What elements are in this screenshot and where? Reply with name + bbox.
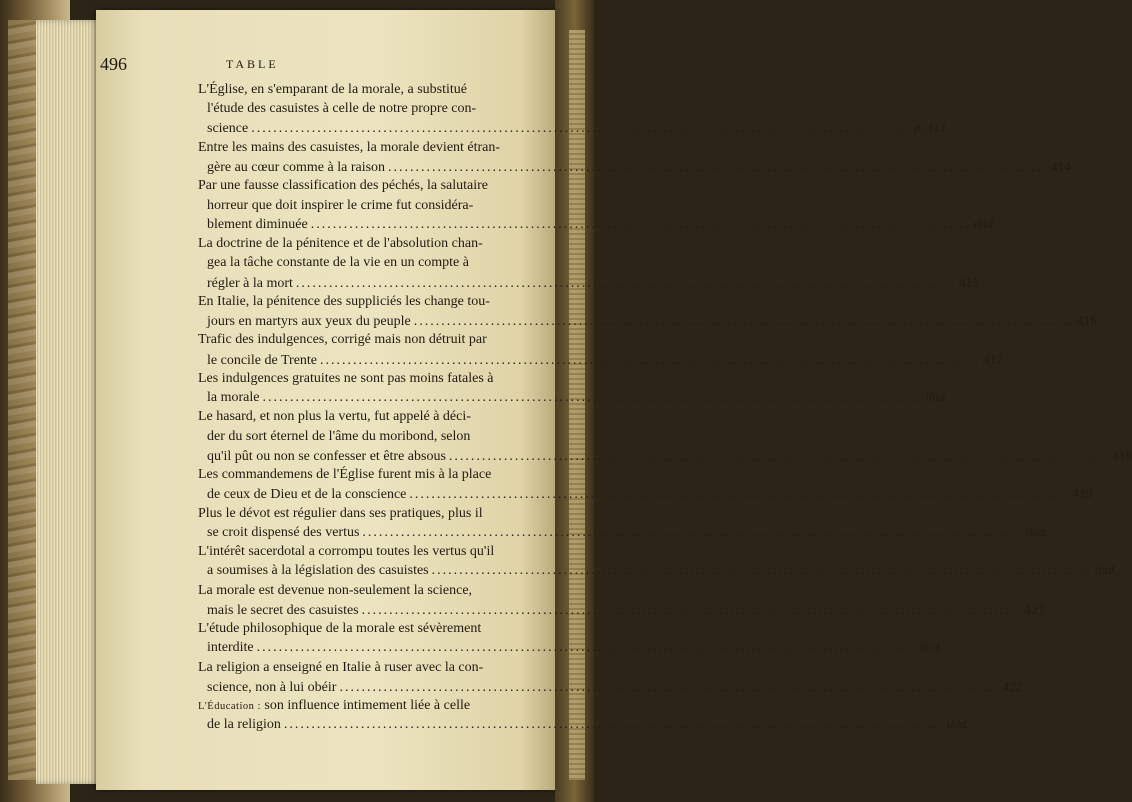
toc-line — [207, 311, 1097, 330]
toc-text: En Italie, la pénitence des suppliciés les change tou- — [198, 293, 490, 309]
toc-text: La religion a enseigné en Italie à ruser avec la con- — [198, 659, 484, 675]
toc-line — [207, 273, 980, 292]
toc-text: gea la tâche constante de la vie en un compte à — [207, 255, 469, 271]
leader-dots: ........................................................................................................................ — [283, 717, 944, 733]
toc-text: blement diminuée — [207, 216, 308, 232]
toc-text: L'intérêt sacerdotal a corrompu toutes les vertus qu'il — [198, 544, 495, 559]
toc-line — [207, 253, 515, 272]
page-reference: 422 — [1002, 678, 1023, 694]
leader-dots: ........................................................................................................................ — [310, 216, 971, 232]
toc-line — [207, 119, 946, 138]
toc-text: science — [207, 120, 249, 136]
toc-text: La doctrine de la pénitence et de l'absolution chan- — [198, 236, 483, 251]
toc-line — [207, 350, 1004, 369]
leader-dots: ........................................................................................................................ — [295, 275, 956, 291]
toc-text: qu'il pût ou non se confesser et être absous — [207, 448, 446, 464]
toc-text: jours en martyrs aux yeux du peuple — [207, 314, 411, 329]
toc-text: L'étude philosophique de la morale est sévèrement — [198, 621, 482, 636]
toc-line — [207, 99, 515, 118]
toc-text: de la religion — [207, 717, 281, 733]
toc-text: a soumises à la législation des casuistes — [207, 563, 429, 579]
toc-line — [198, 696, 515, 715]
toc-line — [207, 215, 997, 234]
toc-text: gère au cœur comme à la raison — [207, 160, 386, 175]
leader-dots: ........................................................................................................................ — [320, 352, 981, 368]
toc-text: Trafic des indulgences, corrigé mais non détruit par — [198, 332, 487, 348]
page-reference: ibid. — [946, 717, 970, 732]
toc-line — [207, 446, 1132, 465]
toc-text: science, non à lui obéir — [207, 679, 337, 695]
page-reference: 415 — [958, 274, 980, 290]
toc-text: Les indulgences gratuites ne sont pas moins fatales à — [198, 370, 494, 386]
page-reference: 419 — [1072, 486, 1093, 502]
toc-line — [198, 176, 515, 195]
page-reference: ibid. — [925, 390, 949, 404]
leader-dots: ........................................................................................................................ — [362, 524, 1023, 540]
toc-text: horreur que doit inspirer le crime fut considéra- — [207, 197, 474, 213]
toc-text: régler à la mort — [207, 275, 293, 291]
toc-line — [207, 638, 943, 657]
toc-text: La morale est devenue non-seulement la science, — [198, 582, 473, 598]
page-reference: ibid. — [973, 216, 997, 231]
toc-text: mais le secret des casuistes — [207, 602, 359, 618]
entry-lead: L'Éducation : — [198, 701, 261, 712]
toc-line — [198, 658, 515, 677]
leader-dots: ........................................................................................................................ — [409, 487, 1070, 503]
toc-line — [207, 715, 970, 734]
toc-line — [198, 542, 515, 561]
page-reference: 418 — [1111, 447, 1132, 463]
toc-line — [207, 484, 1093, 503]
page-number: 496 — [100, 54, 127, 74]
toc-text: son influence intimement liée à celle — [264, 698, 471, 713]
toc-line — [207, 523, 1048, 542]
toc-line — [207, 600, 1045, 619]
leader-dots: ........................................................................................................................ — [431, 563, 1092, 579]
page-reference: 421 — [1024, 601, 1045, 617]
page-reference: 416 — [1076, 313, 1097, 328]
toc-text: L'Église, en s'emparant de la morale, a substitué — [198, 82, 468, 97]
toc-line — [198, 581, 515, 600]
leader-dots: ........................................................................................................................ — [339, 679, 1000, 695]
page-reference: ibid. — [1094, 563, 1118, 578]
page-stack-edge — [36, 20, 100, 784]
toc-text: der du sort éternel de l'âme du moribond, selon — [207, 428, 471, 444]
toc-text: Les commandemens de l'Église furent mis à la place — [198, 467, 492, 482]
toc-text: le concile de Trente — [207, 352, 318, 368]
marbled-edge — [8, 20, 36, 780]
toc-line — [207, 561, 1118, 580]
toc-line — [198, 369, 515, 388]
toc-text: Entre les mains des casuistes, la morale devient étran- — [198, 139, 501, 155]
toc-line — [207, 388, 949, 407]
toc-text: se croit dispensé des vertus — [207, 524, 360, 540]
toc-text: Le hasard, et non plus la vertu, fut appelé à déci- — [198, 409, 471, 425]
toc-line — [198, 504, 515, 523]
toc-text: interdite — [207, 640, 254, 656]
leader-dots: ........................................................................................................................ — [413, 314, 1074, 329]
toc-text: Par une fausse classification des péchés, la salutaire — [198, 178, 489, 194]
leader-dots: ........................................................................................................................ — [388, 160, 1049, 175]
toc-line — [207, 157, 1072, 176]
toc-line — [207, 427, 515, 446]
page-reference: 417 — [983, 351, 1004, 367]
toc-text: la morale — [207, 390, 260, 405]
page-reference: 414 — [1051, 159, 1072, 174]
toc-text: de ceux de Dieu et de la conscience — [207, 487, 407, 503]
leader-dots: ........................................................................................................................ — [251, 120, 912, 136]
running-title: TABLE — [226, 57, 279, 71]
leader-dots: ........................................................................................................................ — [448, 448, 1109, 464]
toc-line — [198, 465, 515, 484]
leader-dots: ........................................................................................................................ — [361, 602, 1022, 618]
page-header — [100, 54, 430, 76]
toc-line — [198, 292, 515, 311]
toc-text: Plus le dévot est régulier dans ses pratiques, plus il — [198, 505, 483, 521]
page-reference: ibid. — [919, 640, 943, 655]
toc-line — [198, 138, 515, 157]
toc-line — [207, 196, 515, 215]
toc-line — [207, 677, 1023, 696]
toc-line — [198, 619, 515, 638]
page-reference: p. 413 — [914, 120, 946, 135]
toc-line — [198, 80, 515, 99]
toc-text: l'étude des casuistes à celle de notre propre con- — [207, 101, 477, 117]
toc-line — [198, 407, 515, 426]
leader-dots: ........................................................................................................................ — [262, 390, 923, 405]
toc-line — [198, 330, 515, 349]
leader-dots: ........................................................................................................................ — [256, 640, 917, 656]
toc-line — [198, 234, 515, 253]
page-reference: ibid. — [1025, 524, 1048, 539]
